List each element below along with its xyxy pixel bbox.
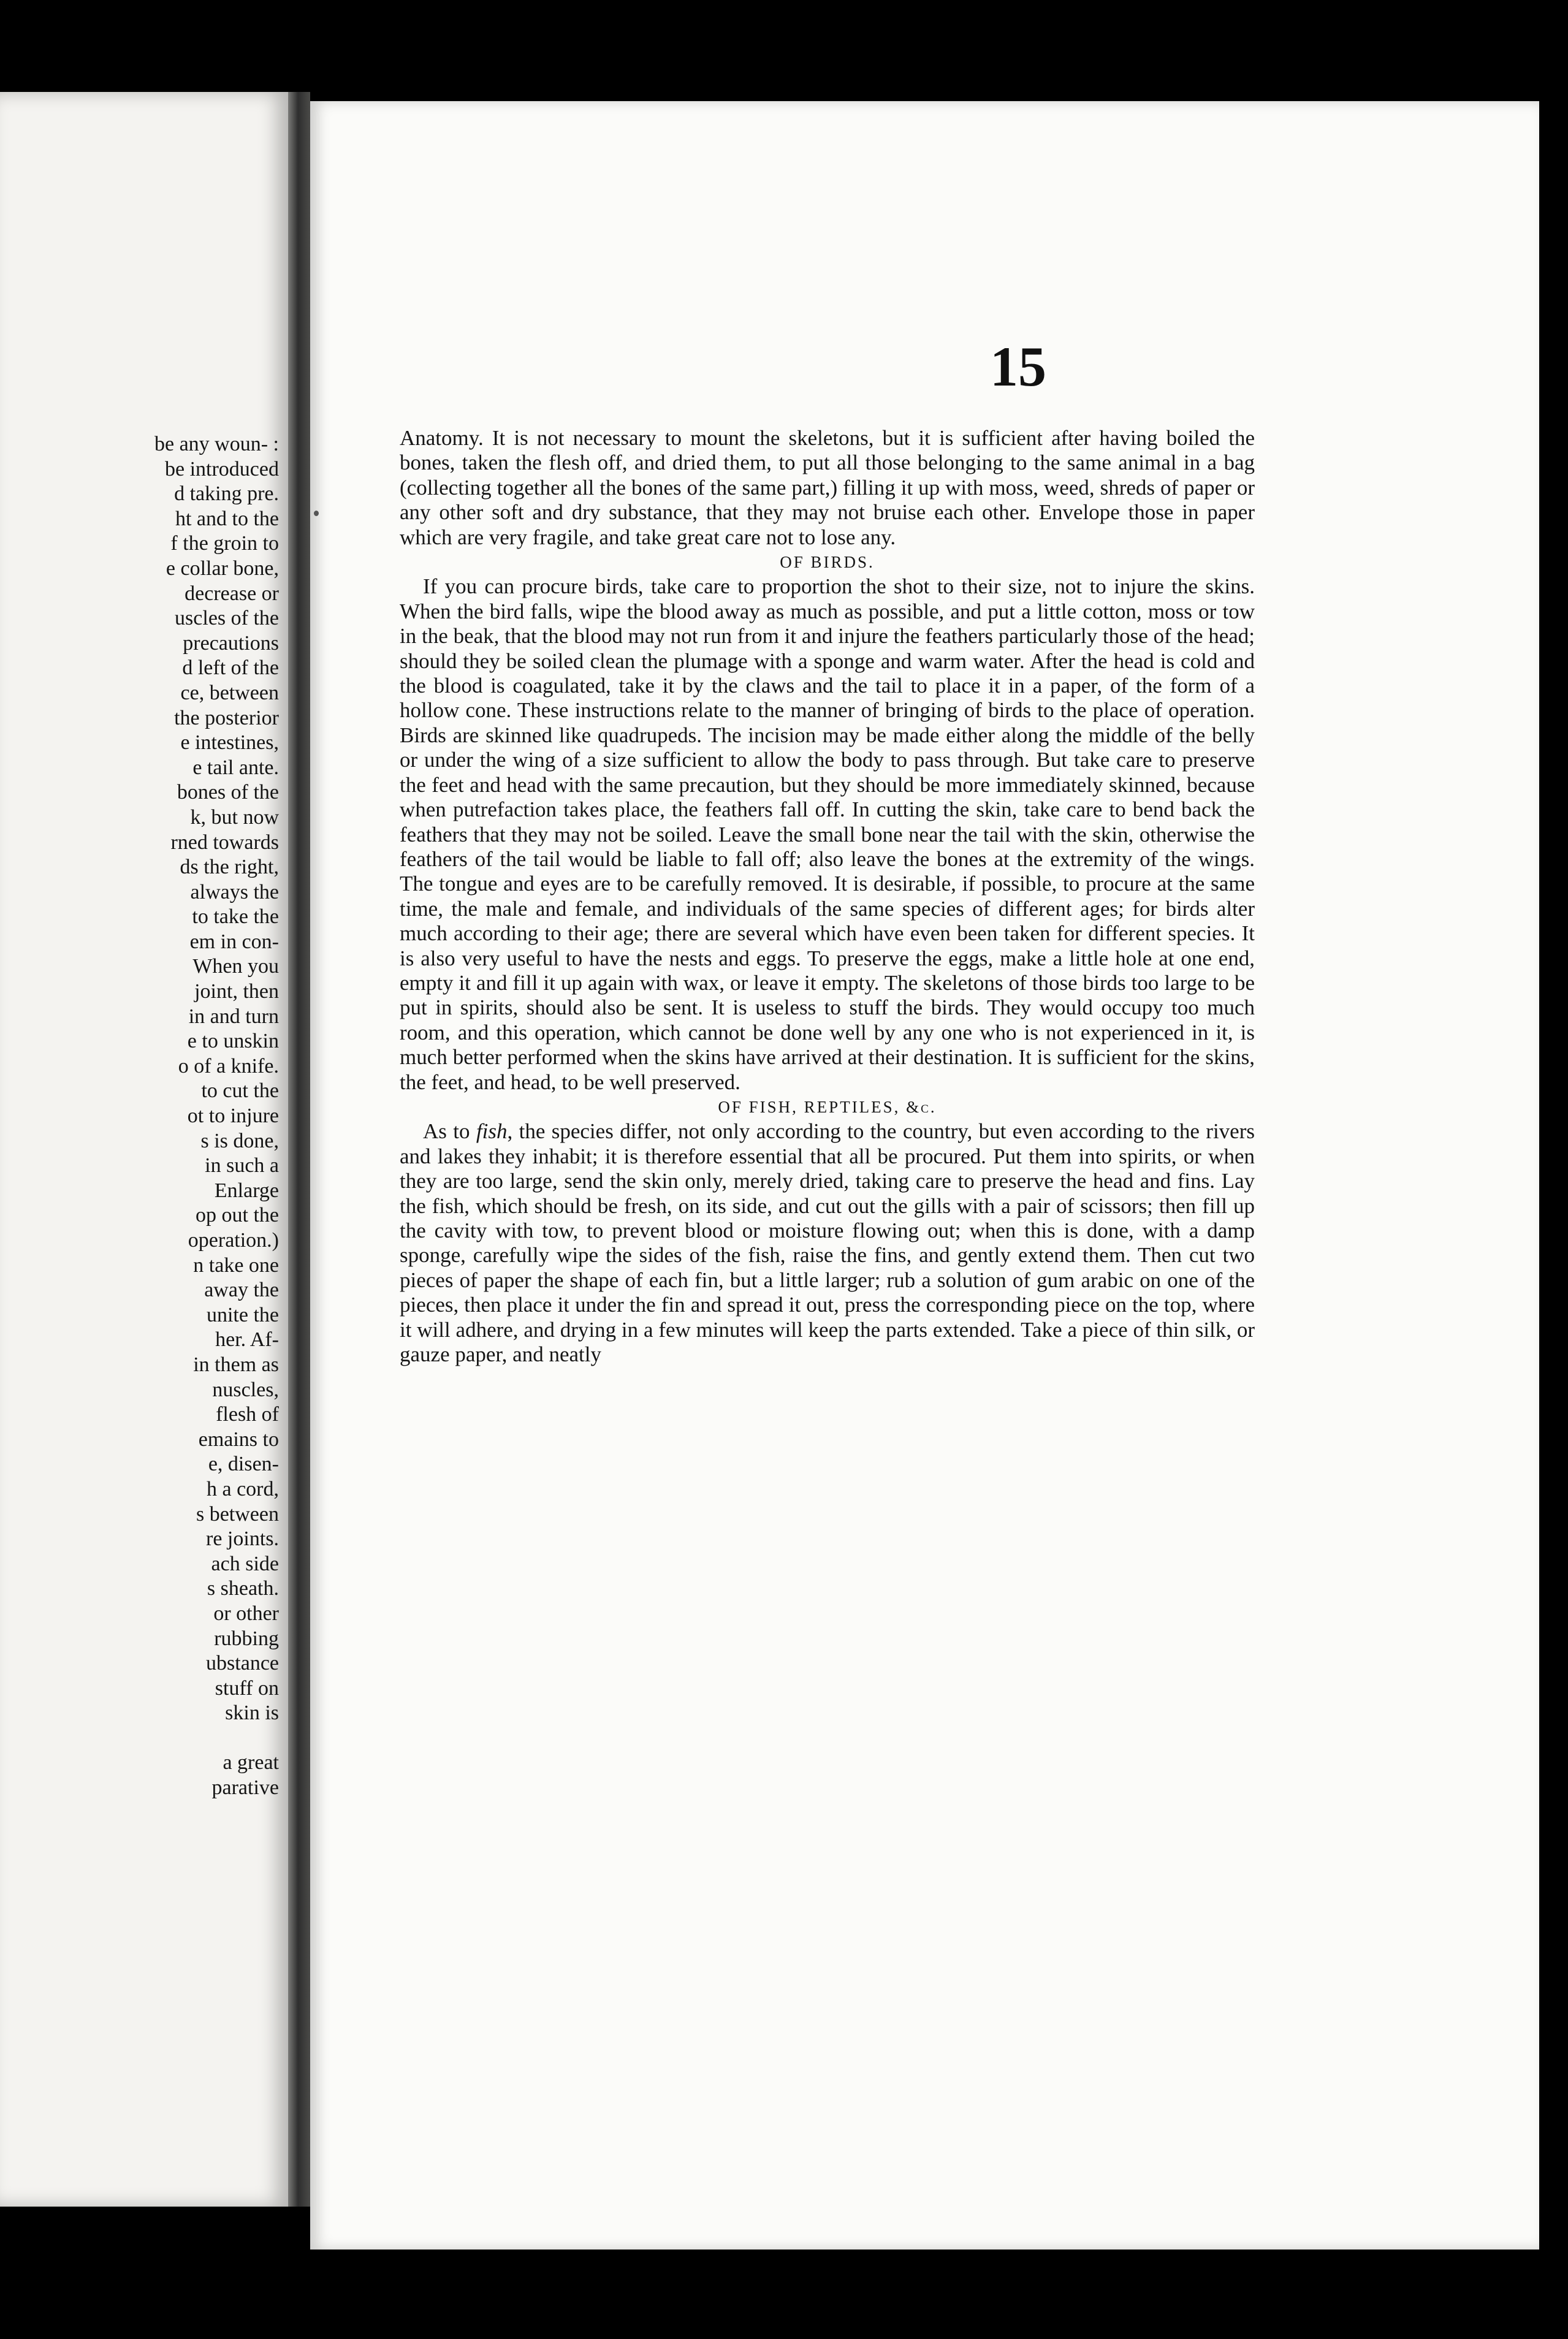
left-page-line: to take the bbox=[192, 905, 279, 929]
left-page-text bbox=[0, 432, 279, 1801]
left-page-line: precautions bbox=[183, 631, 279, 655]
left-page-line: s sheath. bbox=[207, 1577, 279, 1600]
book-gutter bbox=[288, 92, 310, 2207]
left-page-line: unite the bbox=[206, 1303, 279, 1326]
left-page-line: s is done, bbox=[200, 1129, 279, 1152]
left-page-line: decrease or bbox=[185, 582, 279, 605]
left-page-line: ce, between bbox=[180, 681, 279, 704]
left-page-line: or other bbox=[213, 1602, 279, 1625]
page-body bbox=[400, 426, 1255, 1367]
left-page-line: the posterior bbox=[174, 706, 279, 729]
left-page-line: in such a bbox=[205, 1154, 279, 1177]
left-page-line: e tail ante. bbox=[192, 756, 279, 779]
left-page-line: rubbing bbox=[214, 1627, 279, 1650]
left-page-line: always the bbox=[190, 880, 279, 903]
left-page-line: ach side bbox=[211, 1552, 279, 1575]
left-page-line: f the groin to bbox=[170, 532, 279, 555]
fish-paragraph bbox=[400, 1119, 1255, 1367]
left-page-line: op out the bbox=[196, 1204, 279, 1227]
left-page-line: rned towards bbox=[170, 831, 279, 854]
left-page-line: ds the right, bbox=[180, 856, 279, 879]
ink-blot bbox=[314, 511, 319, 516]
fish-paragraph-start: As to bbox=[423, 1119, 476, 1144]
left-page-line: in and turn bbox=[188, 1005, 279, 1028]
left-page-line: e to unskin bbox=[187, 1030, 279, 1053]
left-page-line: e intestines, bbox=[180, 731, 279, 755]
left-page-line: s between bbox=[196, 1502, 279, 1526]
left-page-line: e collar bone, bbox=[166, 557, 279, 580]
left-page-line: joint, then bbox=[194, 980, 279, 1003]
left-page-line: h a cord, bbox=[206, 1477, 279, 1500]
left-page-line: her. Af- bbox=[215, 1328, 279, 1352]
fish-heading: OF FISH, REPTILES, &c. bbox=[718, 1097, 937, 1116]
page-number: 15 bbox=[990, 335, 1046, 398]
left-page-line: parative bbox=[211, 1776, 279, 1800]
left-page-line: uscles of the bbox=[175, 607, 279, 630]
left-page-line: operation.) bbox=[188, 1229, 279, 1252]
right-page bbox=[310, 101, 1539, 2250]
fish-italic-word: fish bbox=[476, 1119, 508, 1144]
birds-paragraph: If you can procure birds, take care to proportion the shot to their size, not to injure the skins. When the bird falls, wipe the blood away as much as possible, and put a little cotton, moss or tow in the beak, that the blood may not run from it and injure the feathers particularly those of the head; should they be soiled clean the plumage with a sponge and warm water. After the head is cold and the blood is coagulated, take it by the claws and the tail to place it in a paper, of the form of a hollow cone. These instructions relate to the manner of bringing of birds to the place of operation. Birds are skinned like quadrupeds. The incision may be made either along the middle of the belly or under the wing of a size sufficient to allow the body to pass through. But take care to preserve the feet and head with the same precaution, but they should be more immediately skinned, because when putrefaction takes place, the feathers fall off. In cutting the skin, take care to bend back the feathers that they may not be soiled. Leave the small bone near the tail with the skin, otherwise the feathers of the tail would be liable to fall off; also leave the bones at the extremity of the wings. The tongue and eyes are to be carefully removed. It is desirable, if possible, to procure at the same time, the male and female, and individuals of the same species of different ages; for birds alter much according to their age; there are several which have even been taken for different species. It is also very useful to have the nests and eggs. To preserve the eggs, make a little hole at one end, empty it and fill it up again with wax, or leave it empty. The skeletons of those birds too large to be put in spirits, should also be sent. It is useless to stuff the birds. They would occupy too much room, and this operation, which cannot be done well by any one who is not experienced in it, is much better performed when the skins have arrived at their destination. It is sufficient for the skins, the feet, and head, to be well preserved. bbox=[400, 574, 1255, 1094]
left-page-line: When you bbox=[192, 955, 279, 978]
left-page-line: stuff on bbox=[215, 1676, 279, 1700]
left-page-line: Enlarge bbox=[214, 1179, 279, 1202]
left-page-line: away the bbox=[204, 1279, 279, 1302]
left-page-line bbox=[0, 1726, 279, 1751]
left-page-line: k, but now bbox=[190, 805, 279, 829]
fish-paragraph-rest: , the species differ, not only according to the country, but even according to the rivers and lakes they inhabit; it is therefore essential that all be procured. Put them into spirits, or when they are too large, send the skin only, merely dried, taking care to preserve the head and fins. Lay the fish, which should be fresh, on its side, and cut out the gills with a pair of scissors; then fill up the cavity with tow, to prevent blood or moisture flowing out; when this is done, with a damp sponge, carefully wipe the sides of the fish, raise the fins, and gently extend them. Then cut two pieces of paper the shape of each fin, but a little larger; rub a solution of gum arabic on one of the pieces, then place it under the fin and spread it out, press the corresponding piece on the top, where it will adhere, and drying in a few minutes will keep the parts extended. Take a piece of thin silk, or gauze paper, and neatly bbox=[400, 1119, 1255, 1367]
left-page-line: n take one bbox=[193, 1253, 279, 1277]
left-page-line: emains to bbox=[198, 1428, 279, 1451]
left-page-line: em in con- bbox=[189, 930, 279, 953]
left-page-line: o of a knife. bbox=[178, 1054, 279, 1078]
left-page-line: bones of the bbox=[177, 781, 279, 804]
left-page-line: ht and to the bbox=[175, 507, 279, 530]
left-page-line: re joints. bbox=[206, 1527, 279, 1551]
left-page-line: e, disen- bbox=[208, 1453, 279, 1476]
left-page-line: a great bbox=[223, 1751, 279, 1774]
left-page-line: to cut the bbox=[201, 1079, 279, 1103]
left-page-line: d taking pre. bbox=[174, 482, 279, 506]
left-page-line: be introduced bbox=[165, 457, 279, 481]
left-page-line: in them as bbox=[193, 1353, 279, 1376]
intro-paragraph: Anatomy. It is not necessary to mount the skeletons, but it is sufficient after having boiled the bones, taken the flesh off, and dried them, to put all those belonging to the same animal in a bag (collecting together all the bones of the same part,) filling it up with moss, weed, shreds of paper or any other soft and dry substance, that they may not bruise each other. Envelope those in paper which are very fragile, and take great care not to lose any. bbox=[400, 426, 1255, 549]
left-page-line: be any woun- : bbox=[154, 433, 279, 455]
left-page-line: flesh of bbox=[216, 1403, 279, 1426]
left-page bbox=[0, 92, 288, 2207]
left-page-line: ubstance bbox=[206, 1652, 279, 1675]
birds-heading: OF BIRDS. bbox=[780, 553, 875, 572]
left-page-line: skin is bbox=[225, 1702, 279, 1725]
left-page-line: nuscles, bbox=[212, 1378, 279, 1401]
left-page-line: d left of the bbox=[182, 656, 279, 680]
left-page-line: ot to injure bbox=[187, 1105, 279, 1128]
